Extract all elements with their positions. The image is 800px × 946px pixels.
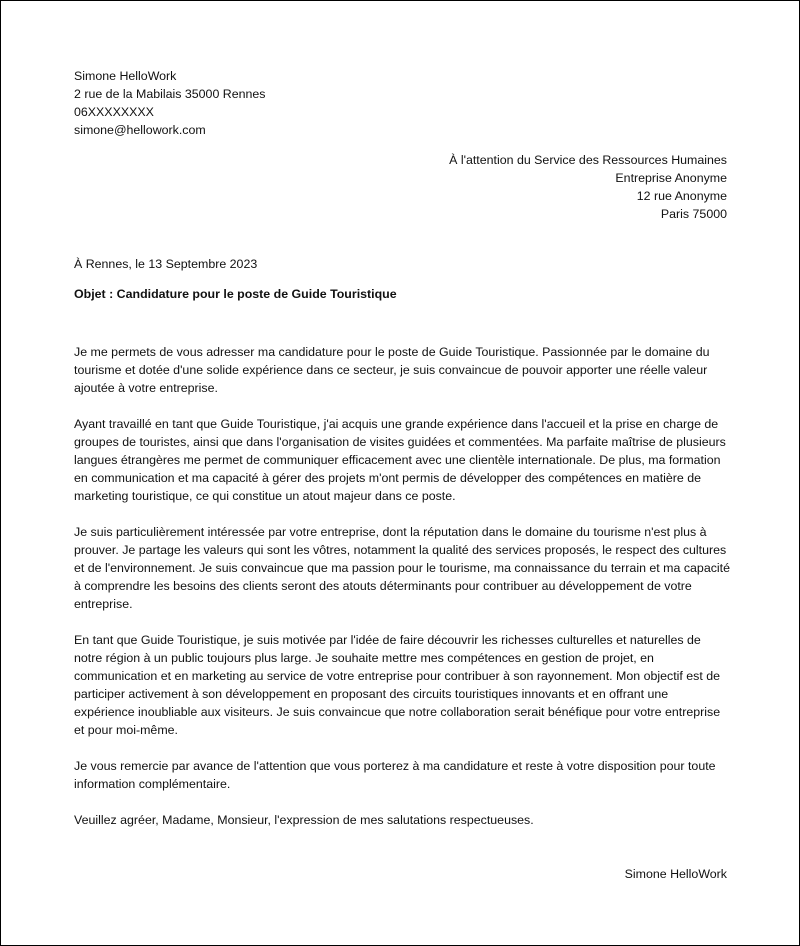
body-paragraph: Je vous remercie par avance de l'attention que vous porterez à ma candidature et reste à votre disposition pour toute information complémentaire. — [74, 759, 716, 791]
body-paragraph: Je me permets de vous adresser ma candidature pour le poste de Guide Touristique. Passionnée par le domaine du tourisme et dotée d'une solide expérience dans ce secteur, je suis convaincue de pouvoir apporter une réelle valeur ajoutée à votre entreprise. — [74, 345, 710, 395]
recipient-street: 12 rue Anonyme — [636, 189, 727, 203]
letter-body — [74, 343, 730, 847]
body-paragraph: Ayant travaillé en tant que Guide Touristique, j'ai acquis une grande expérience dans l'accueil et la prise en charge de groupes de touristes, ainsi que dans l'organisation de visites guidées et commentées. Ma parfaite maîtrise de plusieurs langues étrangères me permet de communiquer efficacement avec une clientèle internationale. De plus, ma formation en communication et ma capacité à gérer des projets m'ont permis de développer des compétences en matière de marketing touristique, ce qui constitue un atout majeur dans ce poste. — [74, 417, 726, 503]
sender-address: 2 rue de la Mabilais 35000 Rennes — [74, 87, 266, 101]
closing-paragraph: Veuillez agréer, Madame, Monsieur, l'expression de mes salutations respectueuses. — [74, 813, 534, 827]
recipient-block — [277, 151, 727, 223]
recipient-attention: À l'attention du Service des Ressources Humaines — [449, 153, 727, 167]
signature: Simone HelloWork — [624, 867, 727, 881]
sender-block — [74, 67, 494, 139]
recipient-city: Paris 75000 — [660, 207, 727, 221]
date-line: À Rennes, le 13 Septembre 2023 — [74, 257, 258, 271]
body-paragraph: Je suis particulièrement intéressée par votre entreprise, dont la réputation dans le domaine du tourisme n'est plus à prouver. Je partage les valeurs qui sont les vôtres, notamment la qualité des services proposés, le respect des cultures et de l'environnement. Je suis convaincue que ma passion pour le tourisme, ma connaissance du terrain et ma capacité à comprendre les besoins des clients seront des atouts déterminants pour contribuer au développement de votre entreprise. — [74, 525, 730, 611]
sender-email: simone@hellowork.com — [74, 123, 206, 137]
recipient-company: Entreprise Anonyme — [615, 171, 727, 185]
body-paragraph: En tant que Guide Touristique, je suis motivée par l'idée de faire découvrir les richesses culturelles et naturelles de notre région à un public toujours plus large. Je souhaite mettre mes compétences en gestion de projet, en communication et en marketing au service de votre entreprise pour contribuer à son rayonnement. Mon objectif est de participer activement à son développement en proposant des circuits touristiques innovants et en offrant une expérience inoubliable aux visiteurs. Je suis convaincue que notre collaboration serait bénéfique pour votre entreprise et pour moi-même. — [74, 633, 721, 737]
sender-phone: 06XXXXXXXX — [74, 105, 154, 119]
sender-name: Simone HelloWork — [74, 69, 177, 83]
subject-line: Objet : Candidature pour le poste de Guide Touristique — [74, 287, 397, 301]
